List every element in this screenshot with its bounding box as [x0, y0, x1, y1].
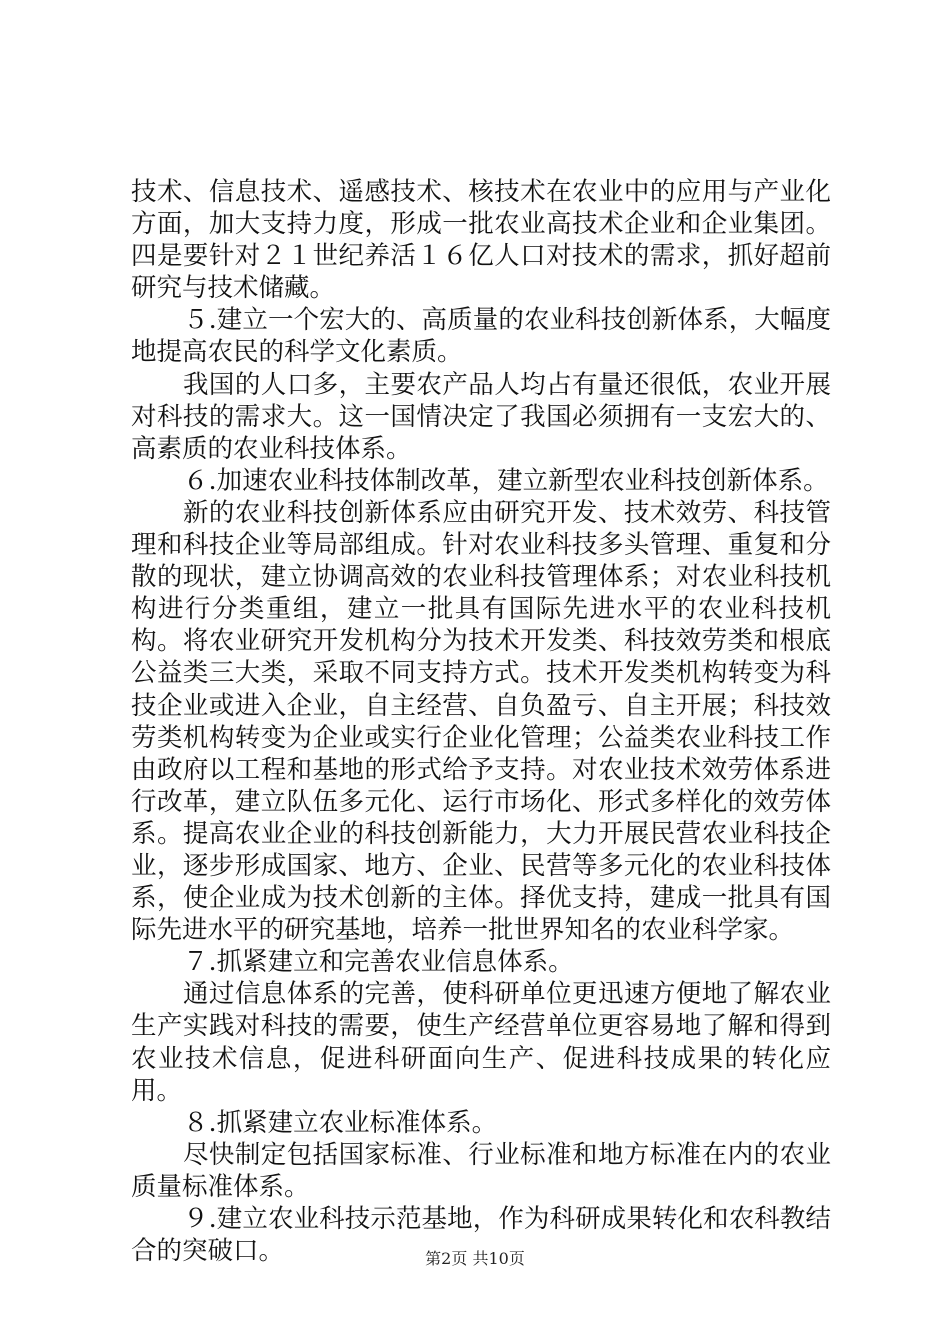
document-body — [131, 176, 831, 1267]
page-total: 共10页 — [472, 1249, 525, 1268]
paragraph-4: ６.加速农业科技体制改革，建立新型农业科技创新体系。 — [183, 465, 829, 496]
page-footer — [0, 1246, 950, 1269]
paragraph-10: ９.建立农业科技示范基地，作为科研成果转化和农科教结合的突破口。 — [131, 1204, 831, 1267]
paragraph-8: ８.抓紧建立农业标准体系。 — [183, 1107, 498, 1138]
page-number: 第2页 — [425, 1249, 468, 1268]
paragraph-3: 我国的人口多，主要农产品人均占有量还很低，农业开展对科技的需求大。这一国情决定了我国必须拥有一支宏大的、高素质的农业科技体系。 — [131, 369, 831, 464]
paragraph-9: 尽快制定包括国家标准、行业标准和地方标准在内的农业质量标准体系。 — [131, 1139, 831, 1202]
paragraph-1: 技术、信息技术、遥感技术、核技术在农业中的应用与产业化方面，加大支持力度，形成一批农业高技术企业和企业集团。四是要针对２１世纪养活１６亿人口对技术的需求，抓好超前研究与技术储藏。 — [131, 177, 831, 304]
paragraph-7: 通过信息体系的完善，使科研单位更迅速方便地了解农业生产实践对科技的需要，使生产经营单位更容易地了解和得到农业技术信息，促进科研面向生产、促进科技成果的转化应用。 — [131, 979, 831, 1106]
paragraph-6: ７.抓紧建立和完善农业信息体系。 — [183, 947, 574, 978]
paragraph-5: 新的农业科技创新体系应由研究开发、技术效劳、科技管理和科技企业等局部组成。针对农业科技多头管理、重复和分散的现状，建立协调高效的农业科技管理体系；对农业科技机构进行分类重组，建立一批具有国际先进水平的农业科技机构。将农业研究开发机构分为技术开发类、科技效劳类和根底公益类三大类，采取不同支持方式。技术开发类机构转变为科技企业或进入企业，自主经营、自负盈亏、自主开展；科技效劳类机构转变为企业或实行企业化管理；公益类农业科技工作由政府以工程和基地的形式给予支持。对农业技术效劳体系进行改革，建立队伍多元化、运行市场化、形式多样化的效劳体系。提高农业企业的科技创新能力，大力开展民营农业科技企业，逐步形成国家、地方、企业、民营等多元化的农业科技体系，使企业成为技术创新的主体。择优支持，建成一批具有国际先进水平的研究基地，培养一批世界知名的农业科学家。 — [131, 497, 831, 946]
paragraph-2: ５.建立一个宏大的、高质量的农业科技创新体系，大幅度地提高农民的科学文化素质。 — [131, 305, 831, 368]
